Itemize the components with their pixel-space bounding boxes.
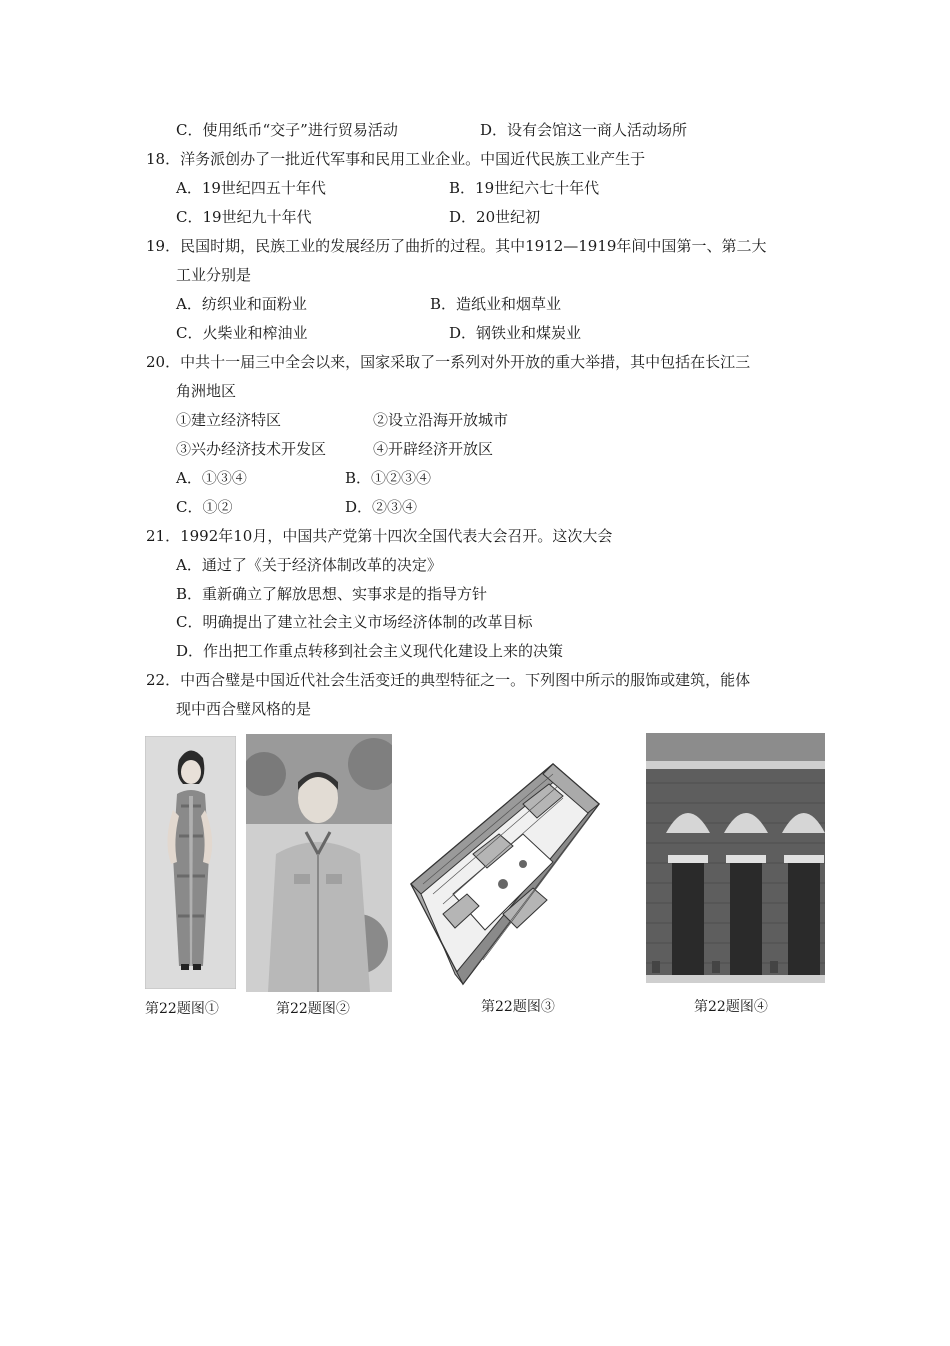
q20-option-c: C．①②	[176, 498, 233, 516]
figure-4-brick-building-photo	[646, 733, 825, 983]
q19-option-d: D．钢铁业和煤炭业	[449, 324, 582, 342]
figure-1-caption: 第22题图①	[145, 1001, 219, 1017]
q20-stem-line1: 20．中共十一届三中全会以来，国家采取了一系列对外开放的重大举措，其中包括在长江三	[146, 353, 751, 371]
q20-stem-line2: 角洲地区	[176, 382, 237, 400]
q19-stem-line2: 工业分别是	[176, 266, 252, 284]
q18-option-a: A．19世纪四五十年代	[176, 179, 326, 197]
q21-option-b: B．重新确立了解放思想、实事求是的指导方针	[176, 585, 488, 603]
q20-item-1: ①建立经济特区	[176, 411, 282, 429]
q19-option-b: B．造纸业和烟草业	[430, 295, 562, 313]
q20-item-4: ④开辟经济开放区	[373, 440, 494, 458]
q20-item-2: ②设立沿海开放城市	[373, 411, 509, 429]
q18-option-c: C．19世纪九十年代	[176, 208, 312, 226]
figure-3-courtyard-house-drawing	[403, 734, 605, 986]
figure-4-caption: 第22题图④	[694, 999, 768, 1015]
q20-option-d: D．②③④	[345, 498, 418, 516]
q18-stem: 18．洋务派创办了一批近代军事和民用工业企业。中国近代民族工业产生于	[146, 150, 646, 168]
q22-stem-line1: 22．中西合璧是中国近代社会生活变迁的典型特征之一。下列图中所示的服饰或建筑，能体	[146, 671, 751, 689]
q21-option-c: C．明确提出了建立社会主义市场经济体制的改革目标	[176, 613, 533, 631]
figure-1-qipao-photo	[145, 736, 236, 989]
q21-option-d: D．作出把工作重点转移到社会主义现代化建设上来的决策	[176, 642, 564, 660]
figure-3-caption: 第22题图③	[481, 999, 555, 1015]
q17-option-d: D．设有会馆这一商人活动场所	[480, 121, 688, 139]
q20-option-a: A．①③④	[176, 469, 247, 487]
q17-option-c: C．使用纸币“交子”进行贸易活动	[176, 121, 398, 139]
q19-option-a: A．纺织业和面粉业	[176, 295, 307, 313]
q18-option-d: D．20世纪初	[449, 208, 541, 226]
q20-option-b: B．①②③④	[345, 469, 432, 487]
q21-stem: 21．1992年10月，中国共产党第十四次全国代表大会召开。这次大会	[146, 527, 613, 545]
q21-option-a: A．通过了《关于经济体制改革的决定》	[176, 556, 442, 574]
q20-item-3: ③兴办经济技术开发区	[176, 440, 327, 458]
q19-option-c: C．火柴业和榨油业	[176, 324, 308, 342]
q22-stem-line2: 现中西合璧风格的是	[176, 700, 312, 718]
q18-option-b: B．19世纪六七十年代	[449, 179, 600, 197]
figure-2-zhongshan-suit-photo	[246, 734, 392, 992]
figure-2-caption: 第22题图②	[276, 1001, 350, 1017]
q19-stem-line1: 19．民国时期，民族工业的发展经历了曲折的过程。其中1912—1919年间中国第一、第二大	[146, 237, 767, 255]
